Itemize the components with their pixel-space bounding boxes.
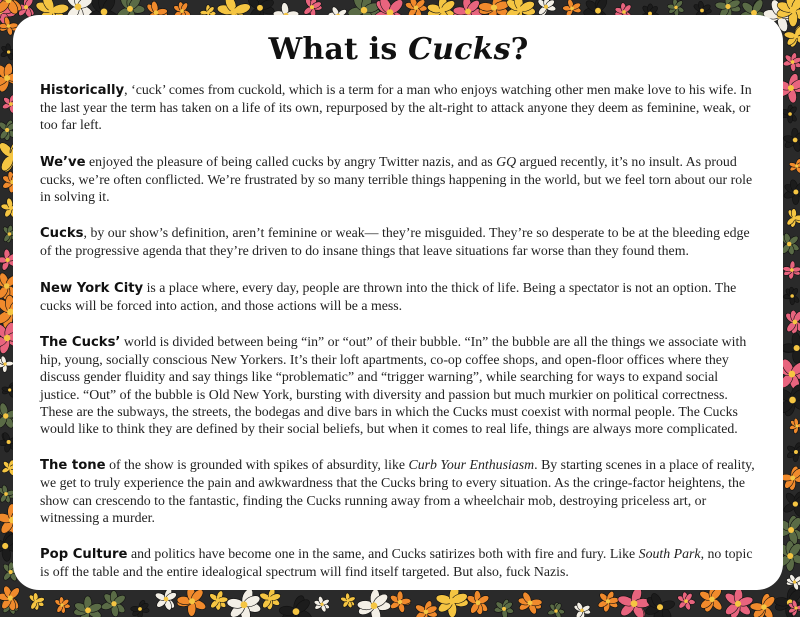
paragraph-historically <box>40 81 757 134</box>
paragraph-lead: The Cucks’ <box>40 335 121 351</box>
paragraph-the-tone <box>40 456 757 526</box>
paragraph-lead: We’ve <box>40 154 86 170</box>
paragraph-text: enjoyed the pleasure of being called cucks by angry Twitter nazis, and as <box>85 153 497 169</box>
title-prefix: What is <box>268 32 409 67</box>
paragraph-text: and politics have become one in the same, and Cucks satirizes both with fire and fury. Like <box>127 546 639 562</box>
content-card <box>13 15 783 590</box>
paragraph-lead: Historically <box>40 83 125 98</box>
paragraph-italic: South Park <box>638 546 701 562</box>
paragraph-text: of the show is grounded with spikes of absurdity, like <box>105 457 409 473</box>
paragraph-new-york-city <box>40 279 757 314</box>
paragraph-lead: New York City <box>40 280 144 296</box>
paragraph-text: , no topic is off the table and the entire idealogical spectrum will find itself targeted. But also, fuck Nazis. <box>40 546 753 580</box>
paragraph-text: world is divided between being “in” or “out” of their bubble. “In” the bubble are all the things we associate with hip, young, socially conscious New Yorkers. It’s their loft apartments, co-op coffee shops, and open-floor offices where they discuss gender fluidity and say things like “problematic” and “trigger warning”, while searching for ways to expand social justice. “Out” of the bubble is Old New York, bursting with diversity and passion but much murkier on political correctness. These are the subways, the streets, the bodegas and dive bars in which the Cucks must coexist with normal people. The Cucks would like to think they are defined by their social beliefs, but when it comes to real life, things are always more complicated. <box>40 334 747 437</box>
paragraph-text: argued recently, it’s no insult. As proud cucks, we’re often conflicted. We’re frustrated by so many terrible things happening in the world, but we feel torn about our role in solving it. <box>40 153 753 205</box>
paragraph-text: . By starting scenes in a place of reality, we get to truly experience the pain and awkwardness that the Cucks bring to every situation. As the cringe-factor heightens, the show can crescendo to the fantastic, finding the Cucks running away from a wheelchair mob, destroying priceless art, or witnessing a murder. <box>40 457 755 525</box>
title-suffix: ? <box>510 32 529 67</box>
paragraph-text: , by our show’s definition, aren’t feminine or weak— they’re misguided. They’re so desperate to be at the bleeding edge of the progressive agenda that they’re driven to do insane things that leave situations far worse than they found them. <box>40 225 750 259</box>
paragraph-lead: Cucks <box>40 226 84 242</box>
paragraph-lead: The tone <box>40 458 106 474</box>
paragraph-cucks <box>40 224 757 259</box>
page-title <box>40 31 757 69</box>
paragraph-text: , ‘cuck’ comes from cuckold, which is a term for a man who enjoys watching other men make love to his wife. In the last year the term has taken on a life of its own, repurposed by the alt-right to attack anyone they deem as feminine, weak, or too far left. <box>40 82 752 133</box>
title-show-name: Cucks <box>408 32 511 67</box>
paragraph-pop-culture <box>40 545 757 580</box>
paragraph-italic: Curb Your Enthusiasm <box>408 457 535 473</box>
paragraph-weve <box>40 153 757 206</box>
paragraph-the-cucks <box>40 333 757 437</box>
paragraph-text: is a place where, every day, people are thrown into the thick of life. Being a spectator is not an option. The cucks will be forced into action, and those actions will be a mess. <box>40 279 737 313</box>
paragraph-lead: Pop Culture <box>40 547 128 563</box>
paragraph-italic: GQ <box>496 153 517 169</box>
